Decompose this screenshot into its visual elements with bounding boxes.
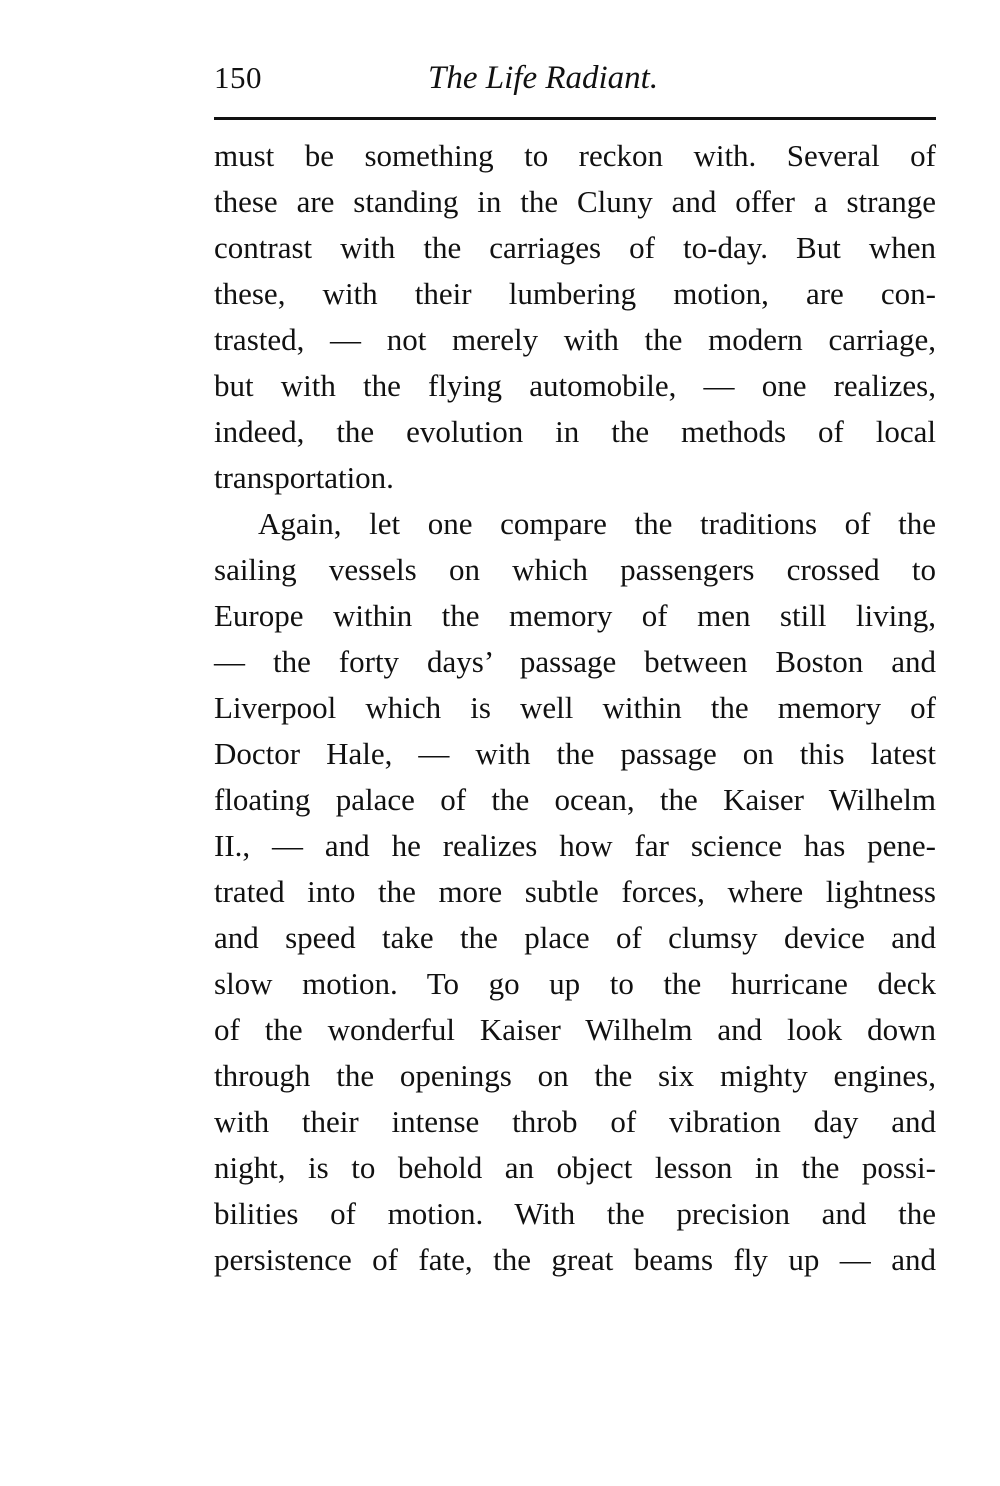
text-line: contrast with the carriages of to-day. But when	[214, 230, 936, 265]
text-line: must be something to reckon with. Several of	[214, 138, 936, 173]
text-line: bilities of motion. With the precision and the	[214, 1196, 936, 1231]
text-line: transportation.	[214, 460, 394, 495]
text-line: indeed, the evolution in the methods of local	[214, 414, 936, 449]
running-header	[214, 58, 936, 102]
text-line: persistence of fate, the great beams fly up — and	[214, 1242, 936, 1277]
text-line: Europe within the memory of men still living,	[214, 598, 936, 633]
text-line: — the forty days’ passage between Boston and	[214, 644, 936, 679]
text-line: Again, let one compare the traditions of the	[258, 506, 936, 541]
text-line: and speed take the place of clumsy device and	[214, 920, 936, 955]
paragraph-1	[214, 133, 936, 501]
body-text	[214, 133, 936, 1283]
text-line: but with the flying automobile, — one realizes,	[214, 368, 936, 403]
text-line: trasted, — not merely with the modern carriage,	[214, 322, 936, 357]
text-line: these, with their lumbering motion, are con-	[214, 276, 936, 311]
text-line: through the openings on the six mighty engines,	[214, 1058, 936, 1093]
running-title: The Life Radiant.	[428, 60, 659, 96]
text-line: II., — and he realizes how far science has pene-	[214, 828, 936, 863]
text-line: these are standing in the Cluny and offer a strange	[214, 184, 936, 219]
text-line: sailing vessels on which passengers crossed to	[214, 552, 936, 587]
page-number: 150	[214, 60, 262, 95]
text-line: Doctor Hale, — with the passage on this latest	[214, 736, 936, 771]
text-line: of the wonderful Kaiser Wilhelm and look down	[214, 1012, 936, 1047]
text-line: slow motion. To go up to the hurricane deck	[214, 966, 936, 1001]
paragraph-2	[214, 501, 936, 1283]
text-line: trated into the more subtle forces, where lightness	[214, 874, 936, 909]
text-line: night, is to behold an object lesson in the possi-	[214, 1150, 936, 1185]
text-line: with their intense throb of vibration day and	[214, 1104, 936, 1139]
header-rule	[214, 117, 936, 120]
text-line: Liverpool which is well within the memory of	[214, 690, 936, 725]
text-line: floating palace of the ocean, the Kaiser Wilhelm	[214, 782, 936, 817]
